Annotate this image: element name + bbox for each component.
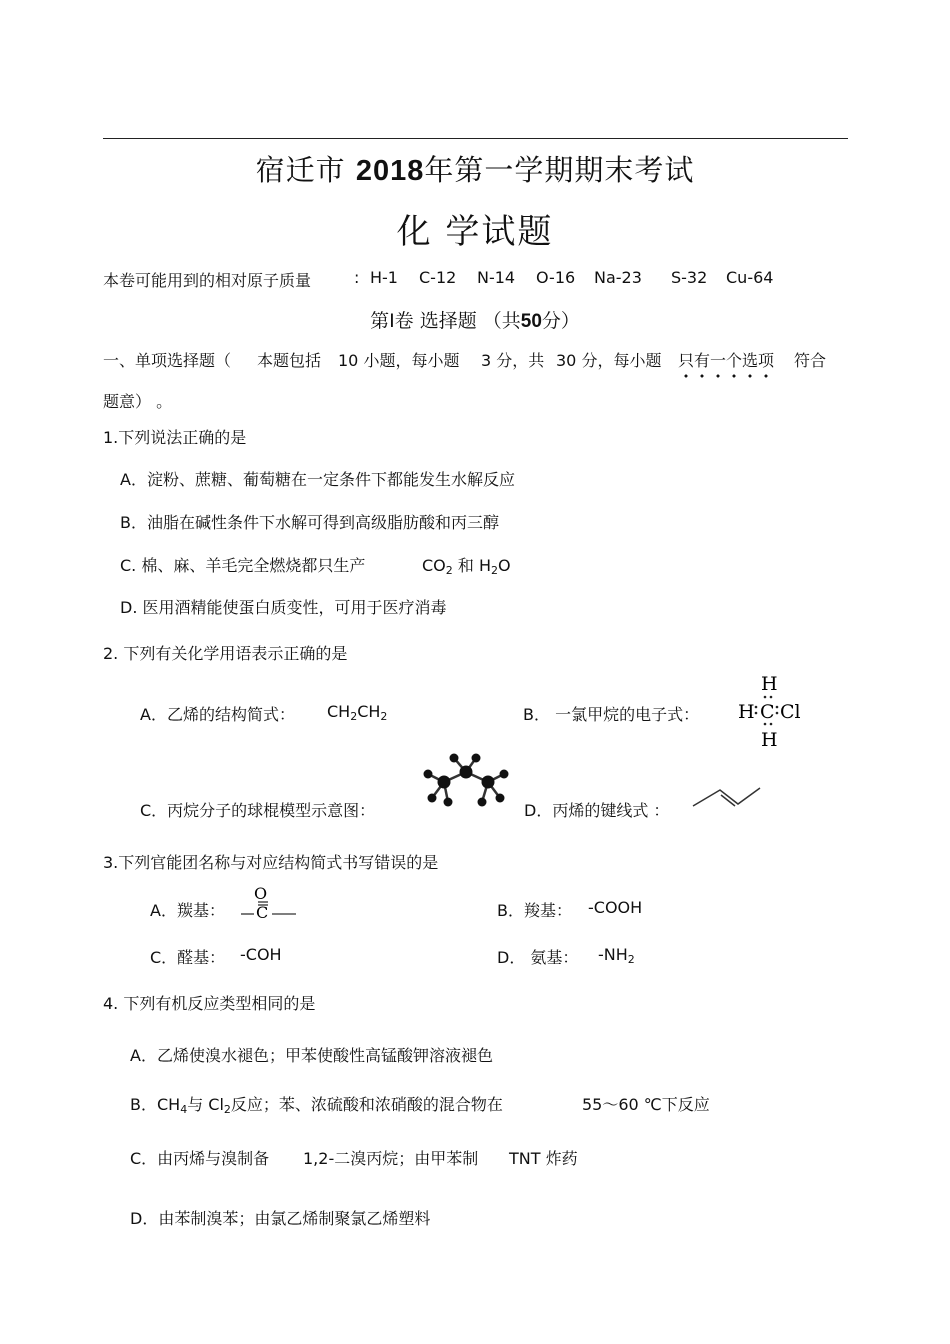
header-rule [103, 138, 848, 139]
carbon-atom [460, 766, 473, 779]
instructions-part2: 本题包括 [257, 351, 322, 370]
q3-option-c: C．醛基： [150, 948, 226, 967]
q2-option-d: D．丙烯的键线式 ： [524, 801, 670, 820]
carbonyl-structure [238, 884, 300, 922]
q2-stem: 2. 下列有关化学用语表示正确的是 [103, 644, 348, 663]
instructions-part4: 3 分，共 [481, 351, 545, 370]
q1-option-c: C. 棉、麻、羊毛完全燃烧都只生产 [120, 556, 366, 575]
hydrogen-atom [472, 754, 481, 763]
instructions-part6: 符合 [794, 351, 827, 370]
atomic-mass-s: S-32 [671, 268, 708, 287]
section-heading: 第Ⅰ卷 选择题 （共50分） [370, 310, 580, 332]
q2-option-a: A．乙烯的结构简式： [140, 705, 295, 724]
q3-option-a: A．羰基： [150, 901, 225, 920]
electron-h-left: H [738, 701, 755, 723]
q3-option-d-value: $-NH_2$ [598, 945, 635, 966]
hydrogen-atom [500, 770, 509, 779]
carbonyl-oxygen: O [254, 884, 268, 903]
q3-option-b: B．羧基： [497, 901, 572, 920]
q4-option-c: C．由丙烯与溴制备 [130, 1149, 270, 1168]
q1-option-b: B．油脂在碱性条件下水解可得到高级脂肪酸和丙三醇 [120, 513, 499, 532]
q4-option-d: D．由苯制溴苯；由氯乙烯制聚氯乙烯塑料 [130, 1209, 431, 1228]
atomic-mass-cu: Cu-64 [726, 268, 774, 287]
carbon-atom [438, 776, 451, 789]
q2-option-a-formula: $CH_2CH_2$ [327, 702, 388, 723]
electron-c-center: C [760, 701, 775, 723]
instructions-part5: 30 分，每小题 [556, 351, 662, 370]
exam-subject: 化 学试题 [396, 212, 554, 252]
q4-option-a: A．乙烯使溴水褪色；甲苯使酸性高锰酸钾溶液褪色 [130, 1046, 493, 1065]
atomic-mass-o: O-16 [536, 268, 576, 287]
hydrogen-atom [424, 770, 433, 779]
q4-option-b: B．$CH_4$与 $Cl_2$反应；苯、浓硫酸和浓硝酸的混合物在 [130, 1095, 503, 1116]
q4-option-b-temperature: 55～60 ℃下反应 [582, 1095, 710, 1114]
chloromethane-electron-formula [734, 670, 810, 750]
hydrogen-atom [478, 798, 487, 807]
hydrogen-atom [428, 794, 437, 803]
instructions-part3: 10 小题，每小题 [338, 351, 460, 370]
hydrogen-atom [444, 798, 453, 807]
q2-option-b: B． 一氯甲烷的电子式： [523, 705, 700, 724]
q3-stem: 3.下列官能团名称与对应结构简式书写错误的是 [103, 853, 439, 872]
carbonyl-carbon: C [256, 903, 269, 922]
atomic-mass-c: C-12 [419, 268, 457, 287]
hydrogen-atom [496, 794, 505, 803]
q1-option-a: A．淀粉、蔗糖、葡萄糖在一定条件下都能发生水解反应 [120, 470, 515, 489]
atomic-mass-n: N-14 [477, 268, 516, 287]
q3-option-d: D． 氨基： [497, 948, 579, 967]
q2-option-c: C．丙烷分子的球棍模型示意图： [140, 801, 376, 820]
q3-option-c-value: -COH [240, 945, 282, 964]
q4-option-c-tnt: TNT 炸药 [509, 1149, 578, 1168]
atomic-mass-h: H-1 [370, 268, 398, 287]
q4-stem: 4. 下列有机反应类型相同的是 [103, 994, 316, 1013]
instructions-line2: 题意） 。 [103, 392, 173, 411]
carbon-atom [482, 776, 495, 789]
exam-title: 宿迁市 2018年第一学期期末考试 [255, 153, 695, 187]
instructions-part1: 一、单项选择题（ [103, 351, 232, 370]
q1-option-c-formula: $CO_2$ 和 $H_2O$ [422, 556, 511, 577]
q1-option-d: D. 医用酒精能使蛋白质变性，可用于医疗消毒 [120, 598, 447, 617]
electron-h-top: H [761, 673, 778, 695]
q4-option-c-mid: 1,2-二溴丙烷；由甲苯制 [303, 1149, 479, 1168]
electron-h-bottom: H [761, 729, 778, 750]
electron-cl-right: Cl [780, 701, 801, 723]
atomic-mass-label: 本卷可能用到的相对原子质量 [103, 271, 312, 290]
q1-stem: 1.下列说法正确的是 [103, 428, 247, 447]
propene-skeletal-formula [690, 782, 764, 812]
exam-year: 2018 [355, 155, 425, 187]
atomic-mass-colon: : [354, 268, 360, 287]
atomic-mass-na: Na-23 [594, 268, 642, 287]
q3-option-b-value: -COOH [588, 898, 643, 917]
hydrogen-atom [450, 754, 459, 763]
propane-ball-stick-model [420, 752, 512, 812]
instructions-emphasis: 只有一个选项 [678, 348, 774, 380]
